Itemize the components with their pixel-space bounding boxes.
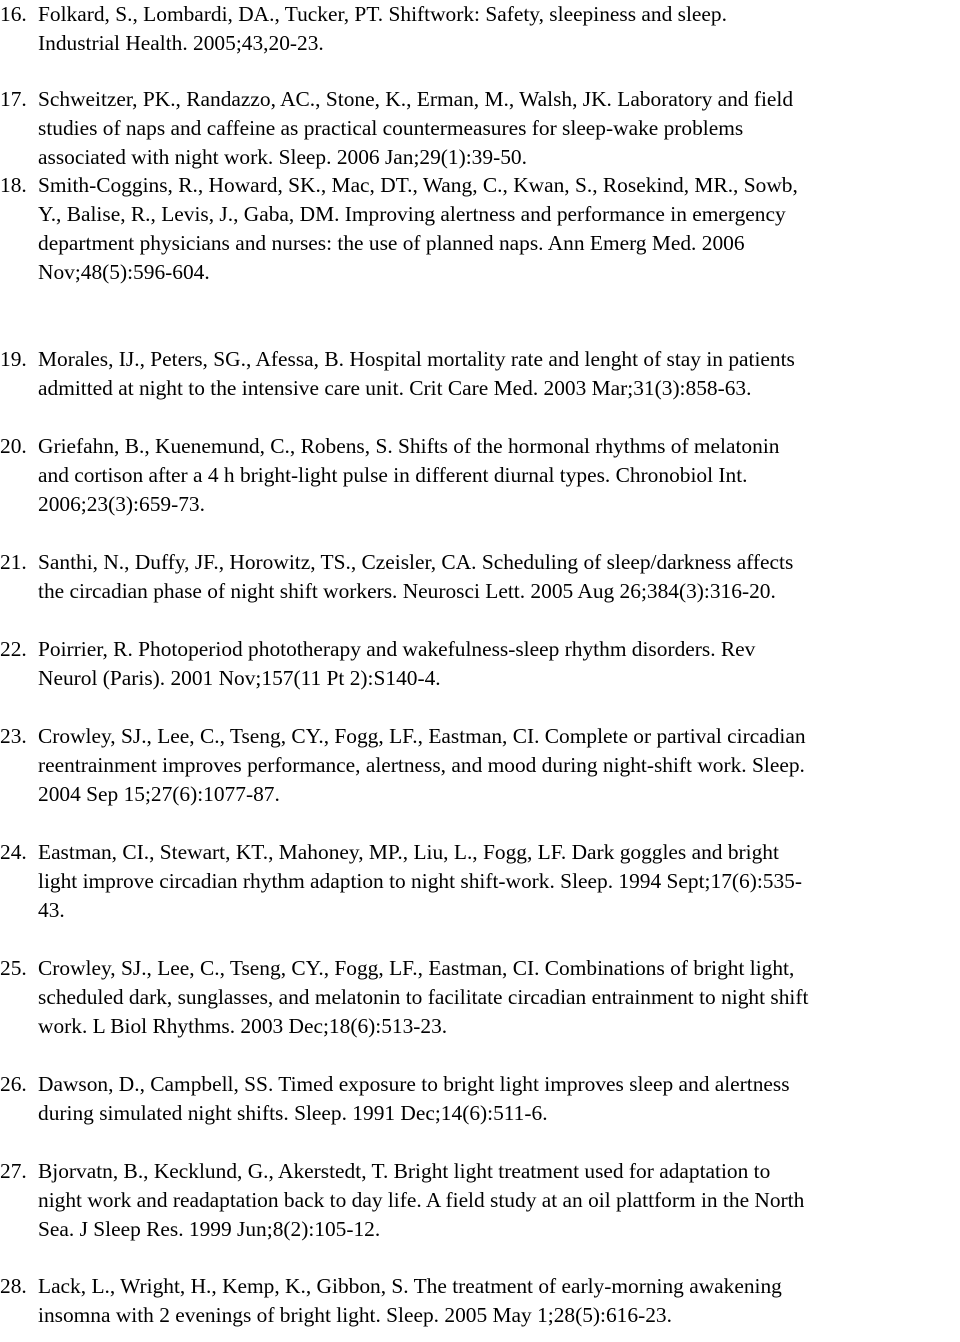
reference-text: Lack, L., Wright, H., Kemp, K., Gibbon, S. The treatment of early-morning awakening bbox=[38, 1274, 782, 1298]
reference-line bbox=[0, 577, 793, 606]
reference-text: reentrainment improves performance, alertness, and mood during night-shift work. Sleep. bbox=[38, 753, 805, 777]
reference-line bbox=[0, 1012, 808, 1041]
reference-entry bbox=[0, 1070, 790, 1128]
reference-entry bbox=[0, 171, 798, 287]
reference-line bbox=[0, 1186, 804, 1215]
reference-line bbox=[0, 548, 793, 577]
reference-line bbox=[0, 1272, 782, 1301]
reference-number: 24. bbox=[0, 840, 27, 864]
reference-line bbox=[0, 1070, 790, 1099]
reference-text: insomna with 2 evenings of bright light. Sleep. 2005 May 1;28(5):616-23. bbox=[38, 1303, 672, 1327]
reference-line bbox=[0, 780, 806, 809]
reference-text: light improve circadian rhythm adaption to night shift-work. Sleep. 1994 Sept;17(6):535- bbox=[38, 869, 802, 893]
reference-text: Poirrier, R. Photoperiod phototherapy and wakefulness-sleep rhythm disorders. Rev bbox=[38, 637, 756, 661]
reference-line bbox=[0, 143, 793, 172]
reference-text: 2006;23(3):659-73. bbox=[38, 492, 205, 516]
reference-number: 25. bbox=[0, 956, 27, 980]
reference-text: Crowley, SJ., Lee, C., Tseng, CY., Fogg, LF., Eastman, CI. Combinations of bright light, bbox=[38, 956, 795, 980]
reference-line bbox=[0, 1215, 804, 1244]
reference-number: 26. bbox=[0, 1072, 27, 1096]
reference-line bbox=[0, 29, 727, 58]
reference-number: 21. bbox=[0, 550, 27, 574]
reference-text: 43. bbox=[38, 898, 65, 922]
reference-line bbox=[0, 258, 798, 287]
reference-line bbox=[0, 461, 779, 490]
reference-text: Bjorvatn, B., Kecklund, G., Akerstedt, T. Bright light treatment used for adaptation to bbox=[38, 1159, 771, 1183]
reference-text: scheduled dark, sunglasses, and melatonin to facilitate circadian entrainment to night shift bbox=[38, 985, 809, 1009]
reference-entry bbox=[0, 954, 808, 1041]
reference-line bbox=[0, 635, 755, 664]
reference-text: 2004 Sep 15;27(6):1077-87. bbox=[38, 782, 280, 806]
reference-text: and cortison after a 4 h bright-light pulse in different diurnal types. Chronobiol Int. bbox=[38, 463, 748, 487]
reference-text: admitted at night to the intensive care unit. Crit Care Med. 2003 Mar;31(3):858-63. bbox=[38, 376, 752, 400]
reference-text: department physicians and nurses: the use of planned naps. Ann Emerg Med. 2006 bbox=[38, 231, 745, 255]
reference-text: the circadian phase of night shift workers. Neurosci Lett. 2005 Aug 26;384(3):316-20. bbox=[38, 579, 776, 603]
reference-text: Industrial Health. 2005;43,20-23. bbox=[38, 31, 324, 55]
reference-number: 22. bbox=[0, 637, 27, 661]
reference-text: Nov;48(5):596-604. bbox=[38, 260, 210, 284]
reference-number: 20. bbox=[0, 434, 27, 458]
reference-entry bbox=[0, 345, 795, 403]
reference-line bbox=[0, 1099, 790, 1128]
reference-number: 28. bbox=[0, 1274, 27, 1298]
reference-text: associated with night work. Sleep. 2006 Jan;29(1):39-50. bbox=[38, 145, 527, 169]
reference-text: Eastman, CI., Stewart, KT., Mahoney, MP., Liu, L., Fogg, LF. Dark goggles and bright bbox=[38, 840, 779, 864]
reference-text: Sea. J Sleep Res. 1999 Jun;8(2):105-12. bbox=[38, 1217, 381, 1241]
reference-text: Smith-Coggins, R., Howard, SK., Mac, DT., Wang, C., Kwan, S., Rosekind, MR., Sowb, bbox=[38, 173, 798, 197]
reference-number: 27. bbox=[0, 1159, 27, 1183]
reference-line bbox=[0, 200, 798, 229]
reference-entry bbox=[0, 838, 802, 925]
reference-line bbox=[0, 751, 806, 780]
reference-entry bbox=[0, 1157, 804, 1244]
reference-entry bbox=[0, 1272, 782, 1330]
reference-number: 16. bbox=[0, 2, 27, 26]
reference-text: Griefahn, B., Kuenemund, C., Robens, S. Shifts of the hormonal rhythms of melatonin bbox=[38, 434, 780, 458]
reference-line bbox=[0, 490, 779, 519]
reference-text: work. L Biol Rhythms. 2003 Dec;18(6):513-23. bbox=[38, 1014, 448, 1038]
reference-line bbox=[0, 85, 793, 114]
reference-text: during simulated night shifts. Sleep. 1991 Dec;14(6):511-6. bbox=[38, 1101, 548, 1125]
reference-line bbox=[0, 722, 806, 751]
reference-entry bbox=[0, 722, 806, 809]
reference-line bbox=[0, 171, 798, 200]
reference-text: Schweitzer, PK., Randazzo, AC., Stone, K., Erman, M., Walsh, JK. Laboratory and field bbox=[38, 87, 794, 111]
reference-number: 17. bbox=[0, 87, 27, 111]
reference-line bbox=[0, 345, 795, 374]
reference-line bbox=[0, 114, 793, 143]
reference-line bbox=[0, 954, 808, 983]
reference-line bbox=[0, 229, 798, 258]
reference-line bbox=[0, 1301, 782, 1330]
reference-text: Folkard, S., Lombardi, DA., Tucker, PT. Shiftwork: Safety, sleepiness and sleep. bbox=[38, 2, 727, 26]
reference-number: 19. bbox=[0, 347, 27, 371]
reference-text: studies of naps and caffeine as practical countermeasures for sleep-wake problems bbox=[38, 116, 744, 140]
reference-line bbox=[0, 838, 802, 867]
reference-text: Crowley, SJ., Lee, C., Tseng, CY., Fogg, LF., Eastman, CI. Complete or partival circadian bbox=[38, 724, 806, 748]
reference-text: Santhi, N., Duffy, JF., Horowitz, TS., Czeisler, CA. Scheduling of sleep/darkness affects bbox=[38, 550, 794, 574]
reference-entry bbox=[0, 635, 755, 693]
reference-text: Dawson, D., Campbell, SS. Timed exposure to bright light improves sleep and alertness bbox=[38, 1072, 790, 1096]
reference-line bbox=[0, 374, 795, 403]
reference-entry bbox=[0, 85, 793, 172]
reference-text: Neurol (Paris). 2001 Nov;157(11 Pt 2):S140-4. bbox=[38, 666, 441, 690]
reference-line bbox=[0, 867, 802, 896]
reference-line bbox=[0, 664, 755, 693]
reference-line bbox=[0, 1157, 804, 1186]
reference-line bbox=[0, 896, 802, 925]
reference-text: Morales, IJ., Peters, SG., Afessa, B. Hospital mortality rate and lenght of stay in patients bbox=[38, 347, 795, 371]
reference-line bbox=[0, 432, 779, 461]
reference-entry bbox=[0, 432, 779, 519]
reference-line bbox=[0, 0, 727, 29]
reference-entry bbox=[0, 548, 793, 606]
reference-entry bbox=[0, 0, 727, 58]
reference-text: Y., Balise, R., Levis, J., Gaba, DM. Improving alertness and performance in emergency bbox=[38, 202, 786, 226]
reference-number: 23. bbox=[0, 724, 27, 748]
reference-number: 18. bbox=[0, 173, 27, 197]
reference-text: night work and readaptation back to day life. A field study at an oil plattform in the North bbox=[38, 1188, 805, 1212]
reference-line bbox=[0, 983, 808, 1012]
